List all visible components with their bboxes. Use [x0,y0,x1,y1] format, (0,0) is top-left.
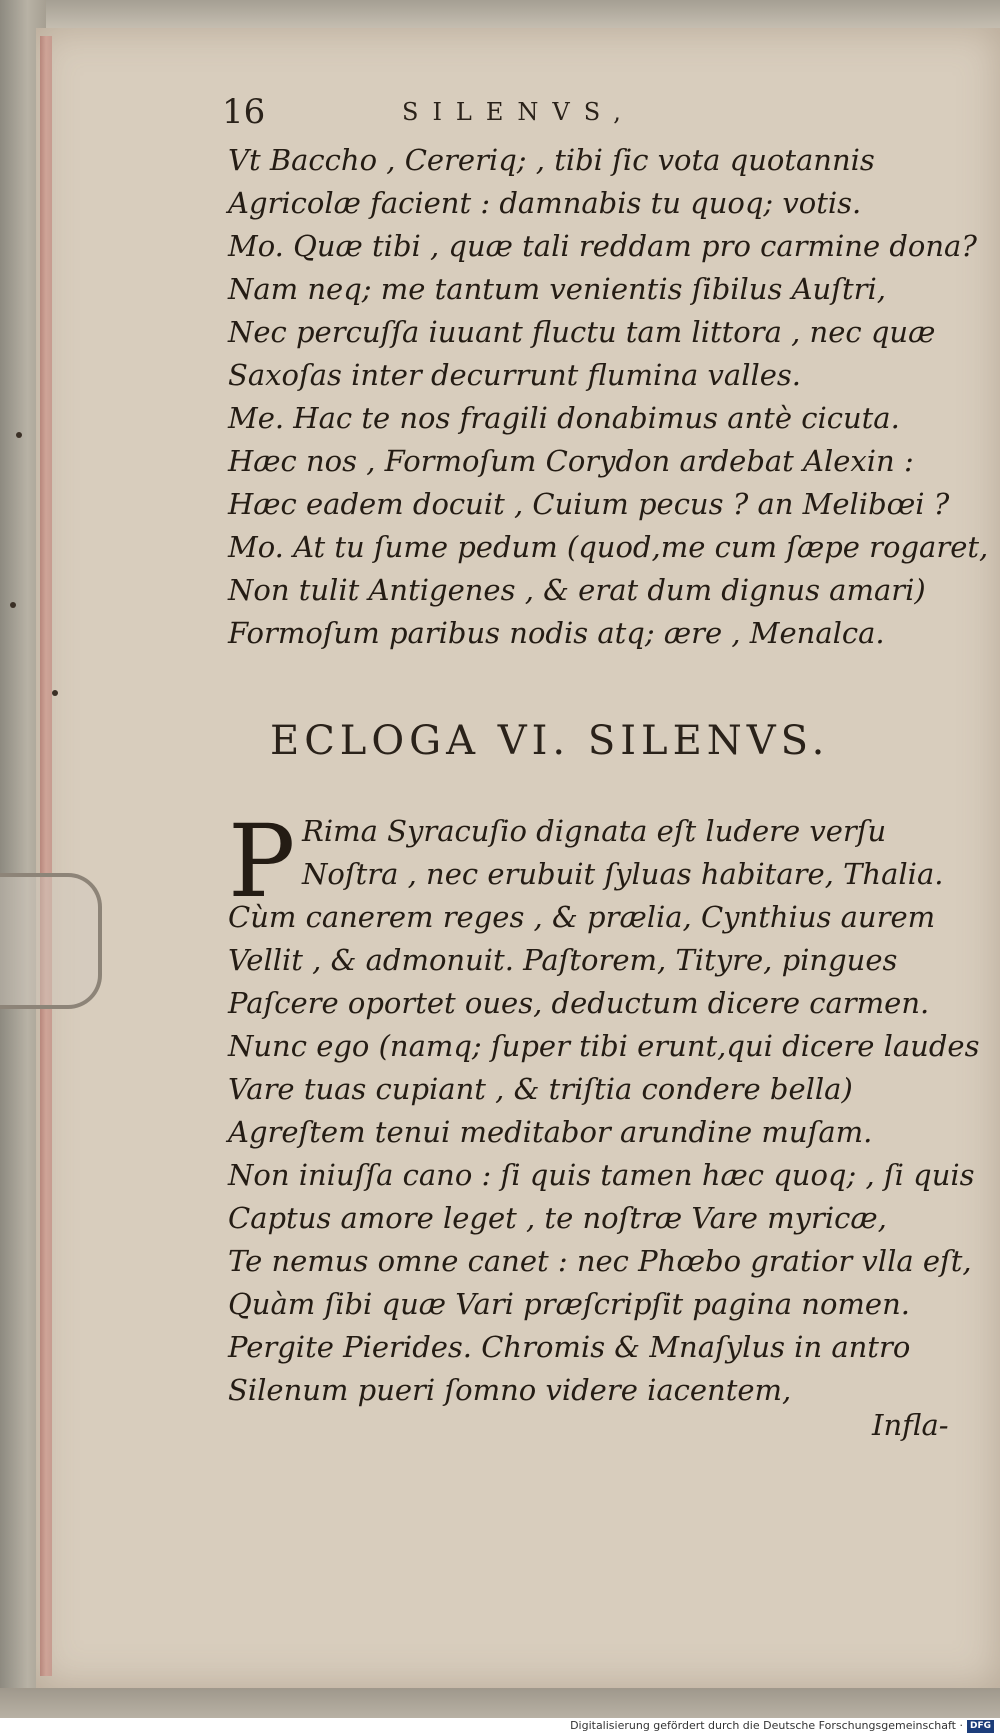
verse-line: Quàm ſibi quæ Vari præſcripſit pagina nomen. [228,1287,910,1321]
verse-line: Te nemus omne canet : nec Phœbo gratior vlla eſt, [228,1244,972,1278]
verse-line: Non iniuſſa cano : ſi quis tamen hæc quoq; , ſi quis [228,1158,975,1192]
verse-line: Me. Hac te nos fragili donabimus antè cicuta. [228,401,900,435]
verse-line: Noſtra , nec erubuit ſyluas habitare, Thalia. [302,857,944,891]
dfg-logo: DFG [967,1720,994,1733]
verse-line: Formoſum paribus nodis atq; ære , Menalca. [228,616,885,650]
page-header [222,92,742,132]
verse-line: Rima Syracuſio dignata eſt ludere verſu [302,814,887,848]
verse-line: Paſcere oportet oues, deductum dicere carmen. [228,986,930,1020]
page-number: 16 [222,92,266,132]
scan-bottom-border [0,1688,1000,1718]
verse-line: Agreſtem tenui meditabor arundine muſam. [228,1115,873,1149]
ink-spot [16,432,22,438]
verse-line: Vare tuas cupiant , & triſtia condere bella) [228,1072,853,1106]
verse-line: Saxoſas inter decurrunt flumina valles. [228,358,802,392]
catchword: Infla- [872,1408,949,1442]
drop-cap: P [228,803,296,920]
verse-line: Pergite Pierides. Chromis & Mnaſylus in antro [228,1330,911,1364]
verse-line: Hæc eadem docuit , Cuium pecus ? an Melibœi ? [228,487,950,521]
red-page-edge [40,36,52,1676]
running-head: SILENVS, [402,98,635,126]
ink-spot [52,690,58,696]
verse-line: Nec percuſſa iuuant fluctu tam littora , nec quæ [228,315,936,349]
verse-line: Mo. Quæ tibi , quæ tali reddam pro carmine dona? [228,229,977,263]
verse-line: Vellit , & admonuit. Paſtorem, Tityre, pingues [228,943,898,977]
digitization-footer [0,1718,1000,1734]
verse-line: Nam neq; me tantum venientis ſibilus Auſtri, [228,272,886,306]
footer-credit: Digitalisierung gefördert durch die Deutsche Forschungsgemeinschaft · [570,1719,963,1732]
verse-line: Mo. At tu ſume pedum (quod,me cum ſæpe rogaret, [228,530,989,564]
verse-line: Captus amore leget , te noſtræ Vare myricæ, [228,1201,887,1235]
page-clip [0,873,102,1009]
ink-spot [10,602,16,608]
verses-top-block [228,139,989,655]
verse-line: Silenum pueri ſomno videre iacentem, [228,1373,792,1407]
verse-line: Agricolæ facient : damnabis tu quoq; votis. [228,186,862,220]
eclogue-title: ECLOGA VI. SILENVS. [270,718,830,764]
verse-line: Vt Baccho , Cereriq; , tibi ſic vota quotannis [228,143,875,177]
verse-line: Non tulit Antigenes , & erat dum dignus amari) [228,573,926,607]
verses-eclogue-block [228,803,980,1412]
verse-line: Cùm canerem reges , & prælia, Cynthius aurem [228,900,936,934]
verse-line: Nunc ego (namq; ſuper tibi erunt,qui dicere laudes [228,1029,980,1063]
scan-top-border [0,0,1000,30]
verse-line: Hæc nos , Formoſum Corydon ardebat Alexin : [228,444,914,478]
